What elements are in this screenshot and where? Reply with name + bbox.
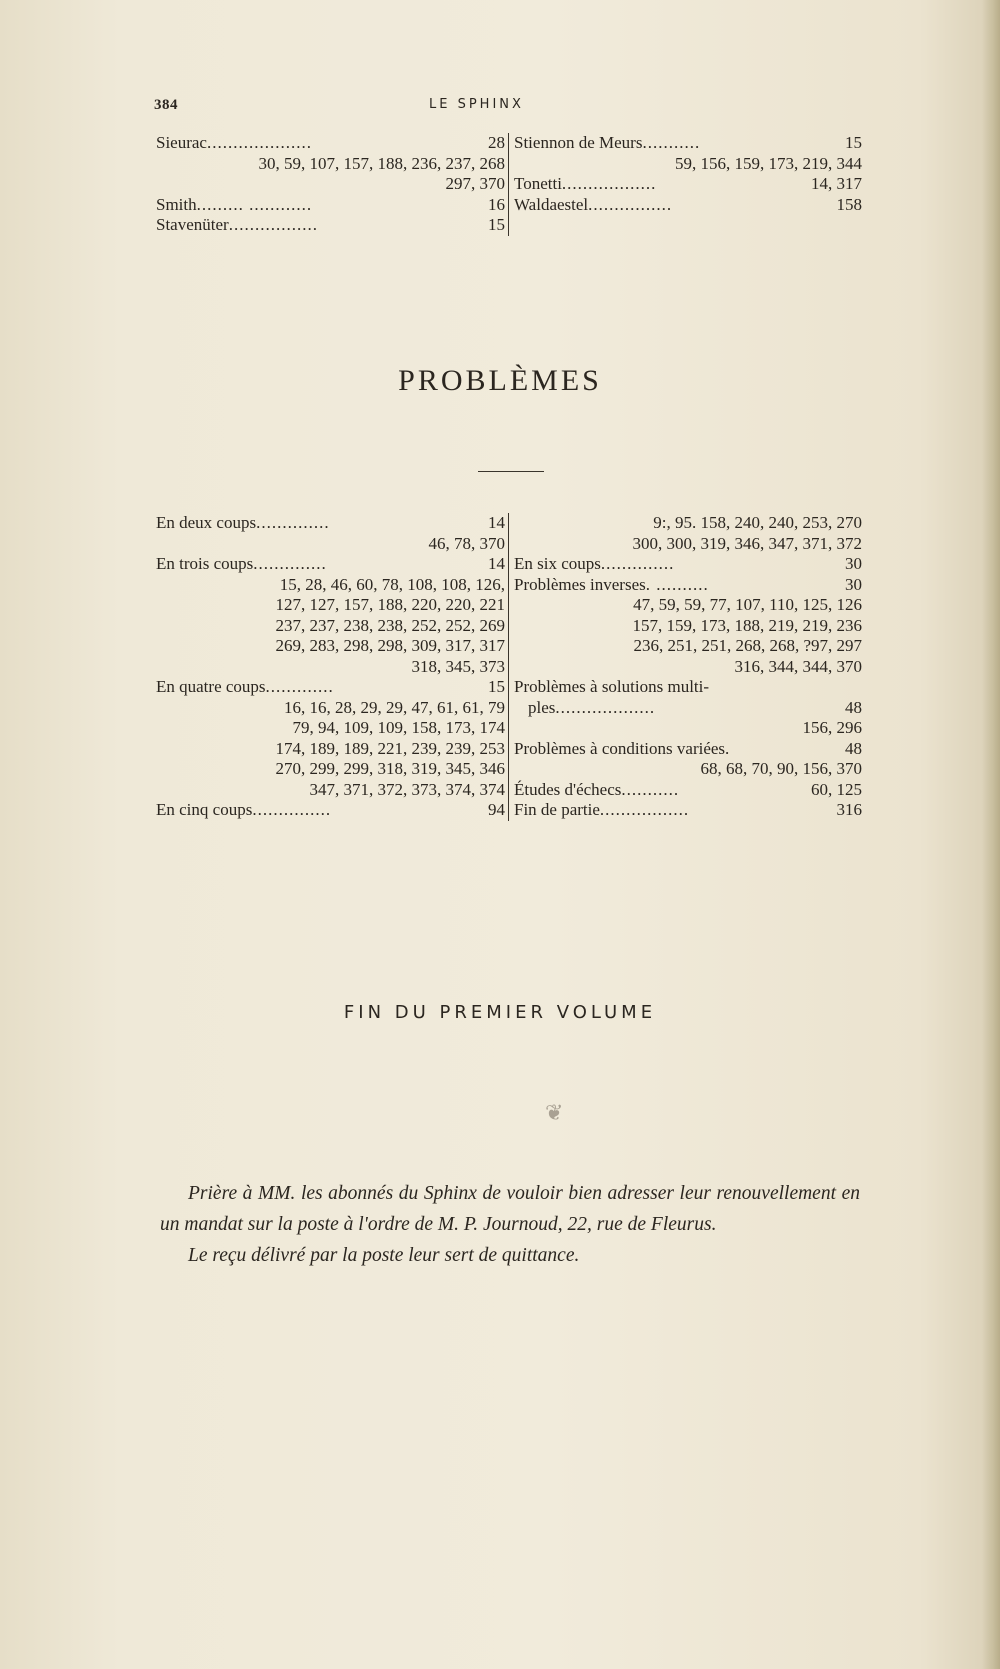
index-entry [514, 677, 862, 698]
index-leader-dots: ................. [228, 215, 318, 234]
index-continuation-line: 15, 28, 46, 60, 78, 108, 108, 126, [279, 574, 505, 594]
index-leader-dots: ........... [621, 779, 680, 799]
index-entry-pages: 14 [488, 513, 505, 532]
section-title: PROBLÈMES [398, 364, 602, 397]
index-leader-dots: ............... [252, 800, 332, 819]
index-continuation-line: 30, 59, 107, 157, 188, 236, 237, 268 [258, 153, 505, 173]
index-leader-dots: ................. [599, 800, 690, 819]
index-continuation-line: 68, 68, 70, 90, 156, 370 [700, 759, 862, 778]
index-entry-name: Stavenüter [156, 215, 229, 234]
index-continuation-line: 127, 127, 157, 188, 220, 220, 221 [275, 595, 505, 614]
running-title: LE SPHINX [429, 97, 524, 112]
index-continuation-line: 347, 371, 372, 373, 374, 374 [309, 779, 505, 799]
index-continuation-line: 318, 345, 373 [411, 656, 505, 676]
index-entry-pages: 316 [836, 800, 862, 819]
index-leader-dots: ......... ............ [196, 194, 313, 214]
index-continuation-line: 270, 299, 299, 318, 319, 345, 346 [275, 759, 505, 778]
index-leader-dots: ............. [265, 677, 334, 696]
index-entry [156, 800, 505, 821]
problems-index [156, 513, 862, 823]
index-continuation-line: 47, 59, 59, 77, 107, 110, 125, 126 [633, 595, 862, 614]
page-edge-shadow [982, 0, 1000, 1669]
index-continuation-line: 300, 300, 319, 346, 347, 371, 372 [632, 533, 862, 553]
index-entry-name: Études d'échecs [514, 779, 622, 799]
index-continuation-line: 16, 16, 28, 29, 29, 47, 61, 61, 79 [284, 697, 505, 717]
index-entry [514, 800, 862, 821]
index-entry-name: Problèmes à solutions multi- [514, 677, 710, 696]
index-entry [156, 215, 505, 236]
index-continuation-line: 46, 78, 370 [428, 533, 505, 553]
index-entry-pages: 16 [488, 194, 505, 214]
author-index-right-column [511, 133, 862, 215]
index-entry-pages: 30 [845, 574, 862, 594]
notice-paragraph-1: Prière à MM. les abonnés du Sphinx de vouloir bien adresser leur renouvellement en un mandat sur la poste à l'ordre de M. P. Journoud, 22, rue de Fleurus. [160, 1183, 860, 1235]
index-continuation-line: 316, 344, 344, 370 [734, 656, 862, 676]
index-entry-name: Fin de partie [514, 800, 600, 819]
index-continuation-line: 157, 159, 173, 188, 219, 219, 236 [632, 615, 862, 635]
index-continuation-line: 79, 94, 109, 109, 158, 173, 174 [292, 718, 505, 737]
index-entry [514, 739, 862, 760]
index-entry-pages: 30 [845, 554, 862, 573]
index-entry-name: En cinq coups [156, 800, 253, 819]
index-entry-pages: 60, 125 [811, 779, 862, 799]
index-entry-name: En trois coups [156, 554, 254, 573]
index-entry [514, 174, 862, 195]
index-entry-pages: 48 [845, 738, 862, 758]
index-leader-dots: . .......... [645, 574, 709, 594]
index-entry-name: En deux coups [156, 513, 257, 532]
index-entry [156, 195, 505, 216]
index-entry-pages: 48 [845, 697, 862, 717]
index-entry [156, 133, 505, 154]
index-entry [514, 195, 862, 216]
end-of-volume-title: FIN DU PREMIER VOLUME [343, 1002, 657, 1023]
index-entry [514, 698, 862, 719]
index-entry-name: ples [528, 697, 556, 717]
index-entry [514, 554, 862, 575]
index-continuation-line: 269, 283, 298, 298, 309, 317, 317 [275, 636, 505, 655]
author-index-left-column [156, 133, 509, 236]
index-leader-dots: .................. [561, 174, 657, 193]
index-continuation-line: 236, 251, 251, 268, 268, ?97, 297 [633, 636, 862, 655]
index-entry-pages: 14, 317 [811, 174, 862, 193]
subscriber-notice [160, 1178, 860, 1271]
index-leader-dots: .............. [253, 554, 327, 573]
index-entry-name: En six coups [514, 554, 601, 573]
index-entry [514, 133, 862, 154]
index-entry-pages: 15 [488, 215, 505, 234]
index-entry-pages: 15 [488, 677, 505, 696]
problems-index-left-column [156, 513, 509, 821]
index-entry-pages: 94 [488, 800, 505, 819]
index-continuation-line: 237, 237, 238, 238, 252, 252, 269 [275, 615, 505, 635]
notice-paragraph-2: Le reçu délivré par la poste leur sert de quittance. [188, 1245, 580, 1266]
index-leader-dots: .............. [256, 513, 330, 532]
index-leader-dots: ................ [588, 194, 673, 214]
index-entry [514, 575, 862, 596]
index-entry-name: Problèmes à conditions variées [514, 738, 726, 758]
index-entry-name: Stiennon de Meurs [514, 133, 643, 152]
index-entry [156, 554, 505, 575]
index-entry-name: Smith [156, 194, 197, 214]
index-entry-name: Problèmes inverses [514, 574, 646, 594]
index-leader-dots: ........... [642, 133, 701, 152]
index-continuation-line: 174, 189, 189, 221, 239, 239, 253 [275, 738, 505, 758]
index-leader-dots: . [725, 738, 731, 758]
index-entry [156, 513, 505, 534]
index-entry [156, 677, 505, 698]
index-entry [514, 780, 862, 801]
index-continuation-line: 59, 156, 159, 173, 219, 344 [675, 153, 862, 173]
index-continuation-line: 297, 370 [445, 174, 505, 193]
index-leader-dots: .................... [206, 133, 312, 152]
index-entry-name: Sieurac [156, 133, 207, 152]
index-entry-name: En quatre coups [156, 677, 266, 696]
page-number: 384 [154, 97, 178, 113]
index-entry-pages: 14 [488, 554, 505, 573]
index-entry-name: Waldaestel [514, 194, 589, 214]
index-continuation-line: 156, 296 [802, 718, 862, 737]
index-entry-pages: 158 [836, 194, 862, 214]
index-continuation-line: 9:, 95. 158, 240, 240, 253, 270 [653, 513, 862, 532]
index-leader-dots: .............. [600, 554, 675, 573]
index-entry-pages: 28 [488, 133, 505, 152]
index-entry-pages: 15 [845, 133, 862, 152]
ornament-icon: ❦ [545, 1100, 564, 1125]
index-leader-dots: ................... [555, 697, 656, 717]
problems-index-right-column [511, 513, 862, 821]
author-index [156, 133, 862, 243]
page-header [154, 97, 874, 121]
title-rule [478, 471, 544, 472]
index-entry-name: Tonetti [514, 174, 562, 193]
